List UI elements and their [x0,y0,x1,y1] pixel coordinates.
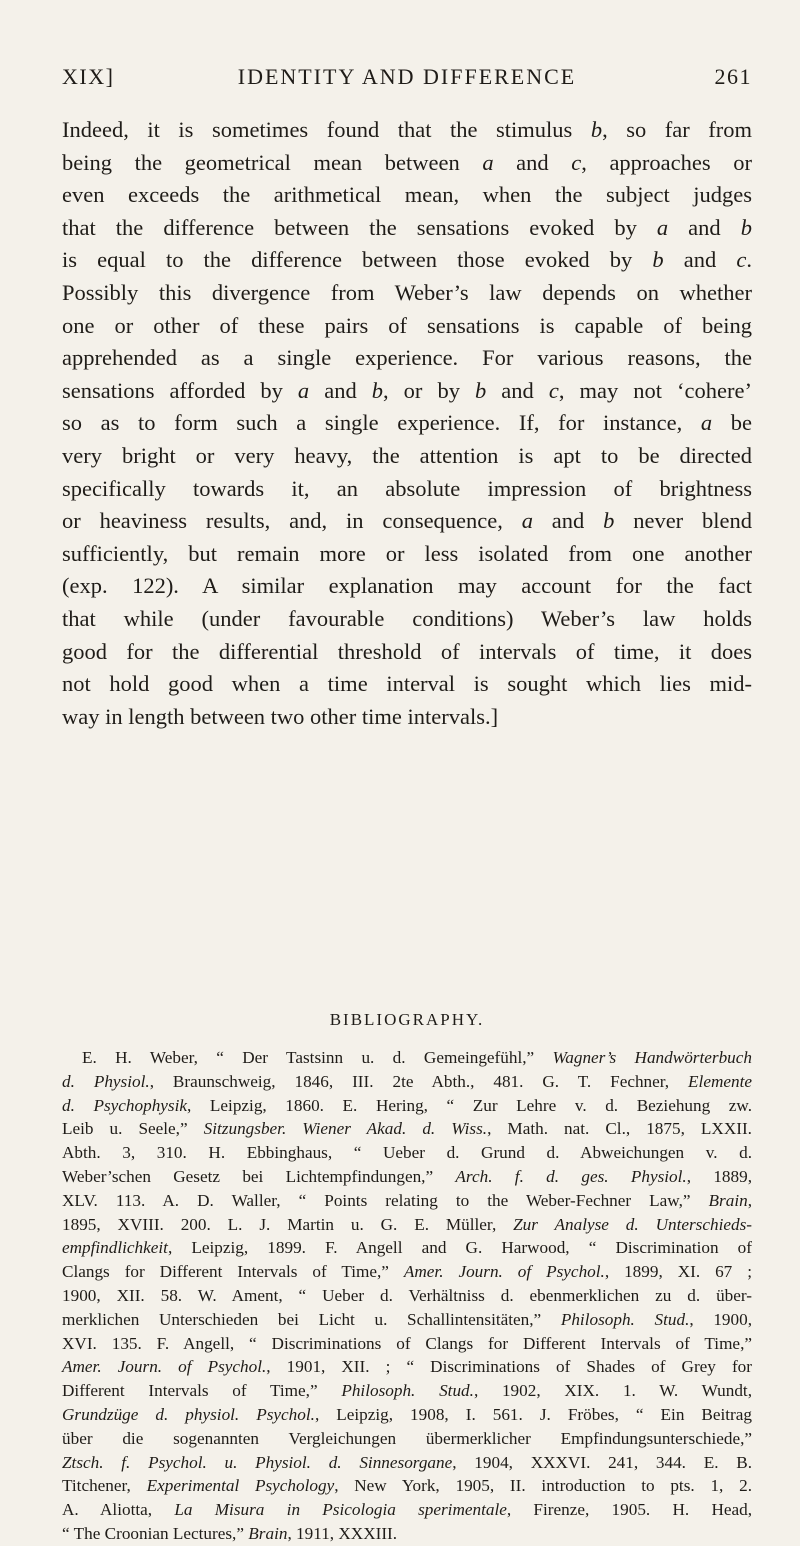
italic-text: Amer. Journ. of Psychol. [62,1357,267,1377]
paragraph-line [62,147,752,180]
bibliography-line [62,1046,752,1070]
text-run: A. Aliotta, [62,1500,175,1520]
paragraph-line [62,375,752,408]
text-run: Leib u. Seele,” [62,1119,204,1139]
text-run: and [668,214,741,240]
text-run: über die sogenannten Vergleichungen übermerklicher Empfindungsunterschiede,” [62,1428,752,1448]
italic-text: a [297,377,310,403]
text-run: (exp. 122). A similar explanation may account for the fact [62,573,752,599]
italic-text: a [521,508,533,534]
bibliography-line [62,1379,752,1403]
bibliography-line [62,1141,752,1165]
text-run: that while (under favourable conditions) Weber’s law holds [62,605,752,631]
bibliography-line [62,1332,752,1356]
paragraph-line [62,114,752,147]
text-run: , 1904, XXXVI. 241, 344. E. B. [452,1452,752,1472]
text-run: , 1911, XXXIII. [287,1523,398,1543]
text-run: , Braunschweig, 1846, III. 2te Abth., 481. G. T. Fechner, [149,1071,689,1091]
text-run: way in length between two other time intervals.] [62,703,499,729]
text-run: one or other of these pairs of sensations is capable of being [62,312,752,338]
paragraph-line [62,407,752,440]
bibliography-line [62,1427,752,1451]
paragraph-line [62,636,752,669]
text-run: very bright or very heavy, the attention is apt to be directed [62,442,752,468]
paragraph-line [62,538,752,571]
text-run: , 1899, XI. 67 ; [604,1262,752,1282]
italic-text: b [475,377,487,403]
text-run: even exceeds the arithmetical mean, when the subject judges [62,182,752,208]
italic-text: a [700,410,713,436]
bibliography-line [62,1070,752,1094]
text-run: and [309,377,372,403]
running-head [62,64,752,104]
text-run: , New York, 1905, II. introduction to pts. 1, 2. [334,1476,752,1496]
italic-text: b [371,377,383,403]
bibliography-list [62,1046,752,1546]
text-run: is equal to the difference between those evoked by [62,247,653,273]
bibliography-line [62,1260,752,1284]
text-run: merklichen Unterschieden bei Licht u. Schallintensitäten,” [62,1309,561,1329]
paragraph-line [62,603,752,636]
text-run: apprehended as a single experience. For various reasons, the [62,345,752,371]
text-run: specifically towards it, an absolute impression of brightness [62,475,752,501]
italic-text: La Misura in Psicologia sperimentale [174,1500,507,1520]
paragraph-line [62,310,752,343]
text-run: sensations afforded by [62,377,298,403]
text-run: and [486,377,549,403]
text-run: good for the differential threshold of intervals of time, it does [62,638,752,664]
text-run: that the difference between the sensations evoked by [62,214,657,240]
italic-text: Grundzüge d. physiol. Psychol. [62,1404,315,1424]
text-run: , Math. nat. Cl., 1875, LXXII. [487,1119,752,1139]
text-run: Weber’schen Gesetz bei Lichtempfindungen,” [62,1166,456,1186]
text-run: , Firenze, 1905. H. Head, [506,1500,753,1520]
bibliography-line [62,1165,752,1189]
bibliography-line [62,1308,752,1332]
italic-text: c [736,247,747,273]
paragraph-line [62,570,752,603]
text-run: , 1900, [689,1309,753,1329]
italic-text: Experimental Psychology [146,1476,335,1496]
text-run: 1900, XII. 58. W. Ament, “ Ueber d. Verhältniss d. ebenmerklichen zu d. über- [62,1285,752,1305]
paragraph-line [62,342,752,375]
text-run: Possibly this divergence from Weber’s law depends on whether [62,279,752,305]
text-run: “ The Croonian Lectures,” [62,1523,249,1543]
italic-text: b [603,508,615,534]
text-run: being the geometrical mean between [62,149,483,175]
text-run: and [493,149,572,175]
text-run: , Leipzig, 1908, I. 561. J. Fröbes, “ Ein Beitrag [314,1404,753,1424]
bibliography-line [62,1498,752,1522]
italic-text: Brain [708,1190,748,1210]
italic-text: b [590,117,603,142]
italic-text: Amer. Journ. of Psychol. [403,1262,605,1282]
text-run: never blend [614,508,752,534]
italic-text: c [548,377,559,403]
paragraph-line [62,505,752,538]
paragraph-line [62,440,752,473]
text-run: Abth. 3, 310. H. Ebbinghaus, “ Ueber d. Grund d. Abweichungen v. d. [62,1143,752,1163]
text-run: not hold good when a time interval is sought which lies mid- [62,671,752,697]
text-run: , [747,1190,752,1210]
italic-text: c [571,149,582,175]
paragraph-line [62,701,752,734]
italic-text: Brain [248,1523,288,1543]
bibliography-line [62,1213,752,1237]
text-run: , 1901, XII. ; “ Discriminations of Shades of Grey for [266,1357,752,1377]
main-paragraph [62,114,752,733]
italic-text: Philosoph. Stud. [560,1309,690,1329]
paragraph-line [62,212,752,245]
italic-text: a [656,214,669,240]
text-run: 1895, XVIII. 200. L. J. Martin u. G. E. Müller, [62,1214,514,1234]
italic-text: Ztsch. f. Psychol. u. Physiol. d. Sinnesorgane [62,1452,453,1472]
text-run: so as to form such a single experience. If, for instance, [62,410,701,436]
text-run: , so far from [602,117,753,142]
text-run: , Leipzig, 1899. F. Angell and G. Harwood, “ Discrimination of [167,1238,752,1258]
bibliography-line [62,1094,752,1118]
text-run: XLV. 113. A. D. Waller, “ Points relating to the Weber-Fechner Law,” [62,1190,709,1210]
italic-text: d. Psychophysik [62,1095,188,1115]
italic-text: b [740,214,752,240]
bibliography-heading: BIBLIOGRAPHY. [329,1010,485,1029]
bibliography-line [62,1236,752,1260]
text-run: sufficiently, but remain more or less isolated from one another [62,540,752,566]
text-run: and [663,247,737,273]
bibliography-line [62,1117,752,1141]
text-run: . [746,247,752,273]
bibliography-line [62,1284,752,1308]
text-run: Indeed, it is sometimes found that the stimulus [62,117,591,142]
text-run: , approaches or [581,149,752,175]
italic-text: Zur Analyse d. Unterschieds- [513,1214,752,1234]
bibliography-line [62,1451,752,1475]
text-run: be [712,410,752,436]
italic-text: a [482,149,494,175]
text-run: Titchener, [62,1476,147,1496]
paragraph-line [62,473,752,506]
text-run: Clangs for Different Intervals of Time,” [62,1262,404,1282]
italic-text: Arch. f. d. ges. Physiol. [455,1166,687,1186]
text-run: , 1889, [686,1166,753,1186]
text-run: Different Intervals of Time,” [62,1381,342,1401]
bibliography-line [62,1189,752,1213]
page-number: 261 [714,64,752,89]
italic-text: d. Physiol. [62,1071,150,1091]
italic-text: Sitzungsber. Wiener Akad. d. Wiss. [203,1119,488,1139]
running-title: IDENTITY AND DIFFERENCE [237,64,577,89]
text-run: or heaviness results, and, in consequence, [62,508,522,534]
italic-text: Wagner’s Handwörterbuch [552,1048,752,1067]
italic-text: Philosoph. Stud. [341,1381,474,1401]
italic-text: empfindlichkeit [62,1238,168,1258]
bibliography-line [62,1522,752,1546]
text-run: , may not ‘cohere’ [558,377,752,403]
text-run: and [532,508,604,534]
text-run: E. H. Weber, “ Der Tastsinn u. d. Gemeingefühl,” [82,1048,553,1067]
text-run: , or by [383,377,475,403]
bibliography-line [62,1355,752,1379]
bibliography-line [62,1403,752,1427]
paragraph-line [62,668,752,701]
italic-text: b [652,247,664,273]
chapter-number: XIX] [62,64,115,89]
text-run: XVI. 135. F. Angell, “ Discriminations of Clangs for Different Intervals of Time,” [62,1333,752,1353]
paragraph-line [62,244,752,277]
paragraph-line [62,179,752,212]
text-run: , 1902, XIX. 1. W. Wundt, [473,1381,753,1401]
bibliography-line [62,1474,752,1498]
italic-text: Elemente [688,1071,752,1091]
paragraph-line [62,277,752,310]
text-run: , Leipzig, 1860. E. Hering, “ Zur Lehre v. d. Beziehung zw. [187,1095,753,1115]
